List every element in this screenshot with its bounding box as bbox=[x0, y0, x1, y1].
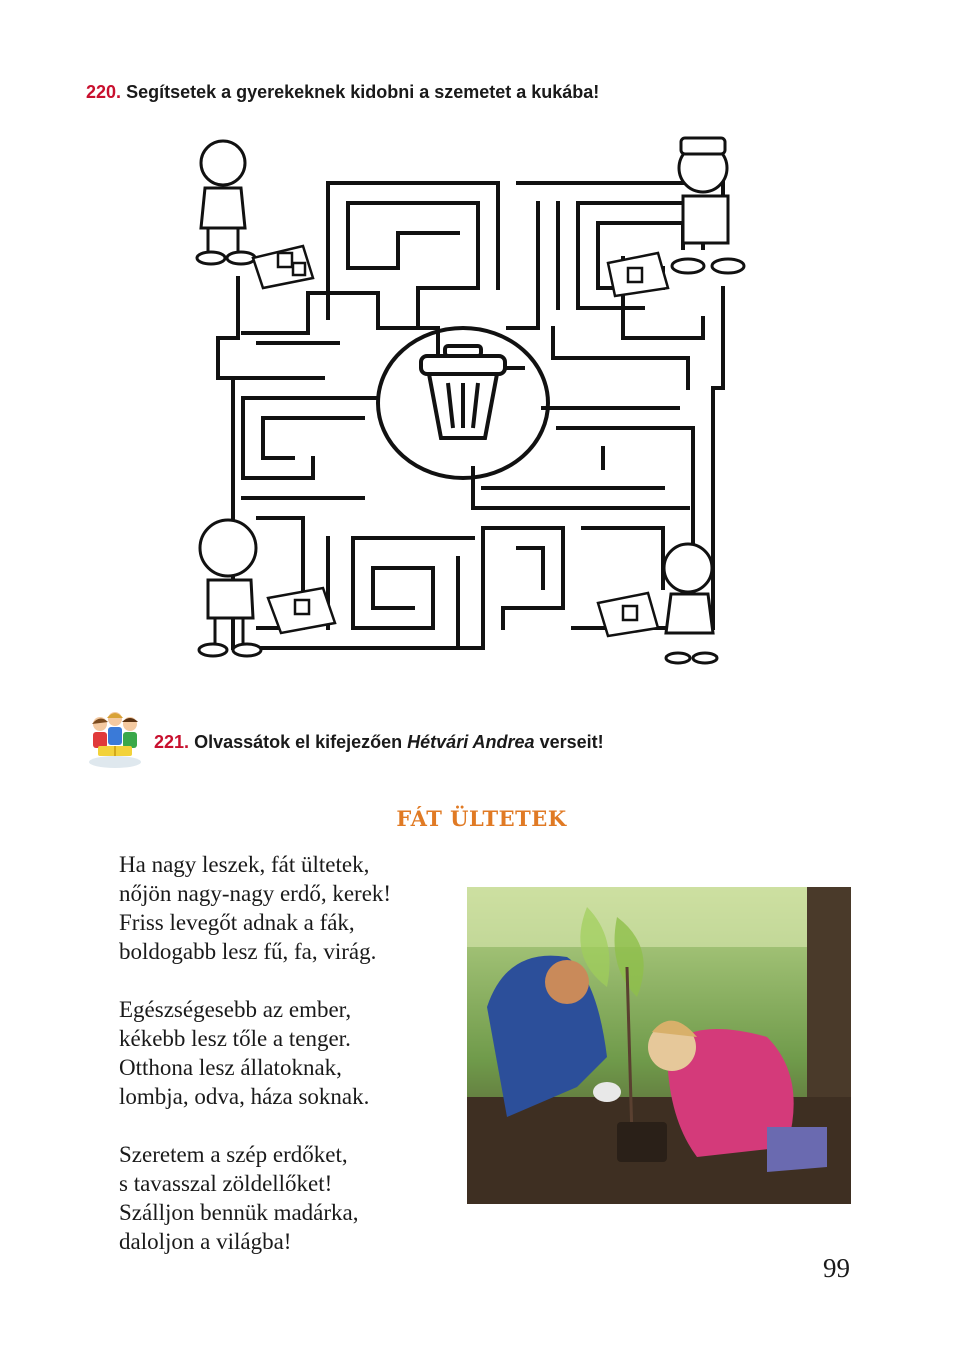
trash-bin-icon bbox=[421, 346, 505, 438]
task-number: 220. bbox=[86, 82, 122, 102]
trash-pile-icon bbox=[268, 588, 335, 633]
author-name: Hétvári Andrea bbox=[407, 732, 535, 752]
reading-children-icon bbox=[84, 708, 146, 770]
poem-line: Szálljon bennük madárka, bbox=[119, 1200, 359, 1225]
poem-line: Otthona lesz állatoknak, bbox=[119, 1055, 342, 1080]
maze-illustration bbox=[183, 128, 755, 668]
child-icon bbox=[199, 520, 261, 656]
poem-stanza bbox=[119, 1140, 391, 1256]
tree-planting-photo bbox=[467, 887, 851, 1204]
poem-line: boldogabb lesz fű, fa, virág. bbox=[119, 939, 377, 964]
poem-line: Friss levegőt adnak a fák, bbox=[119, 910, 355, 935]
task-220-heading bbox=[86, 82, 599, 103]
poem-text bbox=[119, 850, 391, 1285]
poem-line: Egészségesebb az ember, bbox=[119, 997, 352, 1022]
child-icon bbox=[197, 141, 255, 264]
poem-line: nőjön nagy-nagy erdő, kerek! bbox=[119, 881, 392, 906]
poem-line: Ha nagy leszek, fát ültetek, bbox=[119, 852, 370, 877]
page-number: 99 bbox=[823, 1253, 850, 1283]
poem-stanza bbox=[119, 850, 391, 966]
task-number: 221. bbox=[154, 732, 190, 752]
task-text: Segítsetek a gyerekeknek kidobni a szemetet a kukába! bbox=[126, 82, 600, 102]
trash-pile-icon bbox=[598, 593, 658, 636]
poem-line: Szeretem a szép erdőket, bbox=[119, 1142, 348, 1167]
trash-pile-icon bbox=[608, 253, 668, 296]
task-text-after: verseit! bbox=[534, 732, 604, 752]
child-icon bbox=[664, 544, 717, 663]
poem-line: kékebb lesz tőle a tenger. bbox=[119, 1026, 351, 1051]
child-icon bbox=[672, 138, 744, 273]
trash-pile-icon bbox=[253, 246, 313, 288]
poem-stanza bbox=[119, 995, 391, 1111]
poem-line: daloljon a világba! bbox=[119, 1229, 292, 1254]
poem-title: FÁT ÜLTETEK bbox=[396, 806, 567, 831]
task-text-before: Olvassátok el kifejezően bbox=[194, 732, 408, 752]
poem-line: s tavasszal zöldellőket! bbox=[119, 1171, 333, 1196]
task-221-heading bbox=[154, 732, 604, 753]
poem-line: lombja, odva, háza soknak. bbox=[119, 1084, 370, 1109]
